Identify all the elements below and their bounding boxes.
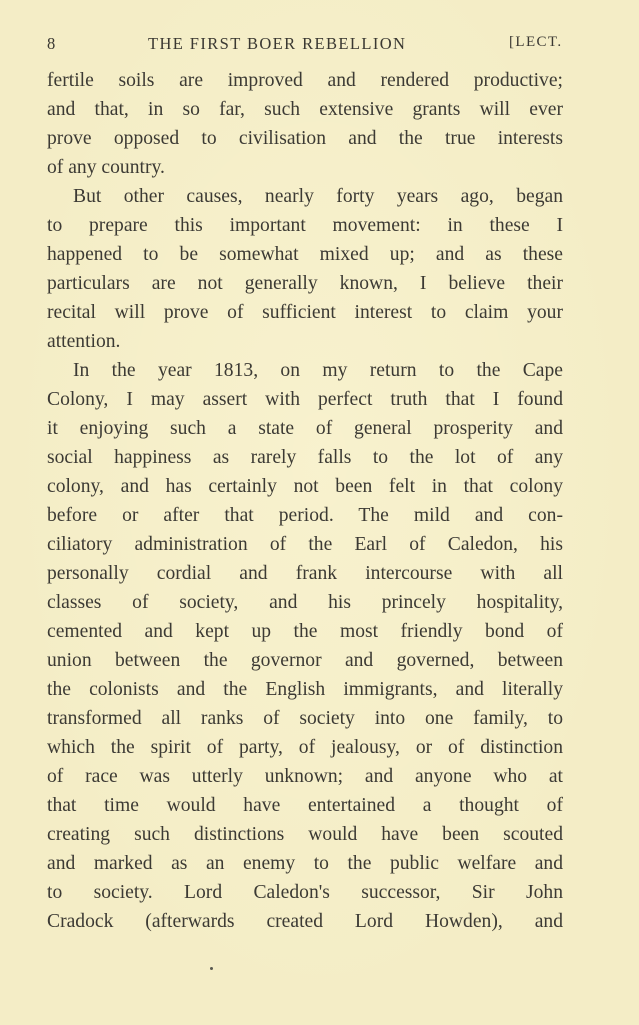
text-line: union between the governor and governed, between bbox=[47, 650, 563, 671]
text-line: recital will prove of sufficient interest to claim your bbox=[47, 302, 563, 323]
text-line: personally cordial and frank intercourse with all bbox=[47, 563, 563, 584]
text-line: to prepare this important movement: in these I bbox=[47, 215, 563, 236]
text-line: transformed all ranks of society into one family, to bbox=[47, 708, 563, 729]
text-line: that time would have entertained a thought of bbox=[47, 795, 563, 816]
text-line: the colonists and the English immigrants, and literally bbox=[47, 679, 563, 700]
paragraph bbox=[47, 182, 563, 356]
text-line: happened to be somewhat mixed up; and as these bbox=[47, 244, 563, 265]
text-line: prove opposed to civilisation and the true interests bbox=[47, 128, 563, 149]
text-line: which the spirit of party, of jealousy, or of distinction bbox=[47, 737, 563, 758]
text-line: particulars are not generally known, I believe their bbox=[47, 273, 563, 294]
text-line: of race was utterly unknown; and anyone who at bbox=[47, 766, 563, 787]
text-line: before or after that period. The mild and con- bbox=[47, 505, 563, 526]
text-line: creating such distinctions would have been scouted bbox=[47, 824, 563, 845]
paper-speck bbox=[210, 967, 213, 970]
text-line: attention. bbox=[47, 331, 121, 352]
text-line: fertile soils are improved and rendered productive; bbox=[47, 70, 563, 91]
text-line: and that, in so far, such extensive grants will ever bbox=[47, 99, 563, 120]
text-line: Colony, I may assert with perfect truth that I found bbox=[47, 389, 563, 410]
running-section-marker: [LECT. bbox=[509, 34, 563, 50]
paragraph bbox=[47, 356, 563, 936]
text-line: and marked as an enemy to the public welfare and bbox=[47, 853, 563, 874]
text-line: it enjoying such a state of general prosperity and bbox=[47, 418, 563, 439]
text-line: In the year 1813, on my return to the Cape bbox=[73, 360, 563, 381]
text-line: of any country. bbox=[47, 157, 165, 178]
text-line: But other causes, nearly forty years ago, began bbox=[73, 186, 563, 207]
text-line: to society. Lord Caledon's successor, Sir John bbox=[47, 882, 563, 903]
text-line: colony, and has certainly not been felt in that colony bbox=[47, 476, 563, 497]
text-line: classes of society, and his princely hospitality, bbox=[47, 592, 563, 613]
text-line: Cradock (afterwards created Lord Howden), and bbox=[47, 911, 563, 932]
page-number: 8 bbox=[47, 34, 57, 53]
text-line: social happiness as rarely falls to the lot of any bbox=[47, 447, 563, 468]
paragraph bbox=[47, 66, 563, 182]
text-line: ciliatory administration of the Earl of Caledon, his bbox=[47, 534, 563, 555]
running-header bbox=[47, 34, 567, 58]
running-title: THE FIRST BOER REBELLION bbox=[148, 34, 407, 53]
body-text bbox=[47, 66, 563, 936]
text-line: cemented and kept up the most friendly bond of bbox=[47, 621, 563, 642]
